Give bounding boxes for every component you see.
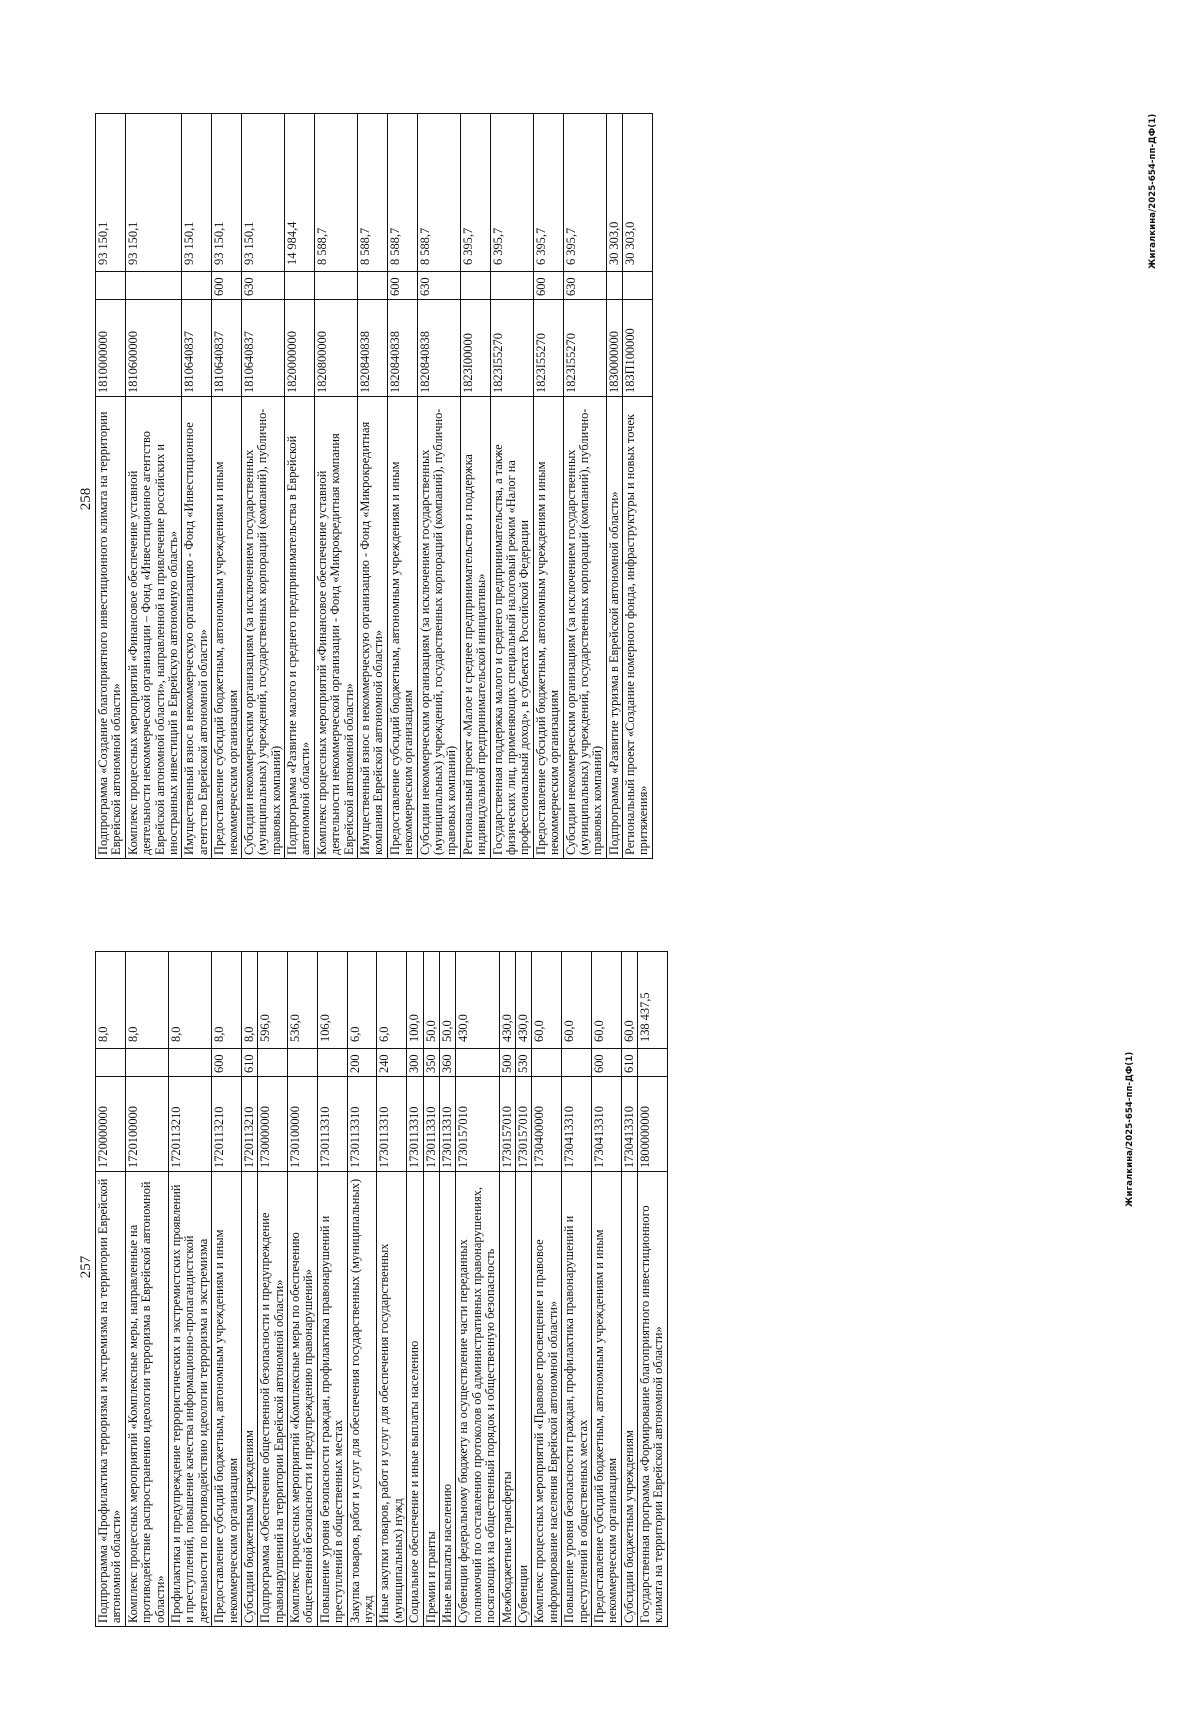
row-name-cell: Подпрограмма «Создание благоприятного инвестиционного климата на территории Еврейской автономной области» xyxy=(96,397,126,859)
table-row xyxy=(499,952,515,1627)
row-amount-cell: 106,0 xyxy=(317,952,347,1049)
document-page-257 xyxy=(0,857,1200,1627)
row-amount-cell: 93 150,1 xyxy=(125,114,182,272)
row-type-cell xyxy=(125,1049,168,1077)
row-code-cell: 1820800000 xyxy=(314,300,357,397)
row-amount-cell: 536,0 xyxy=(288,952,318,1049)
table-row xyxy=(96,114,126,859)
row-name-cell: Иные выплаты населению xyxy=(439,1172,455,1627)
table-row xyxy=(490,114,533,859)
row-name-cell: Субсидии некоммерческим организациям (за исключением государственных (муниципальных) учреждений, государственных корпораций (компаний), публично-правовых компаний) xyxy=(417,397,460,859)
row-code-cell: 1730113310 xyxy=(317,1077,347,1172)
row-type-cell xyxy=(317,1049,347,1077)
table-row xyxy=(638,952,668,1627)
row-code-cell: 183П100000 xyxy=(623,300,653,397)
row-type-cell: 350 xyxy=(423,1049,439,1077)
table-row xyxy=(212,952,242,1627)
row-amount-cell: 6 395,7 xyxy=(490,114,533,272)
table-row xyxy=(562,952,592,1627)
row-name-cell: Комплекс процессных мероприятий «Комплексные меры, направленные на противодействие распространению идеологии терроризма в Еврейской автономной области» xyxy=(125,1172,168,1627)
row-name-cell: Предоставление субсидий бюджетным, автономным учреждениям и иным некоммерческим организациям xyxy=(387,397,417,859)
table-row xyxy=(532,952,562,1627)
row-code-cell: 1810640837 xyxy=(182,300,212,397)
table-row xyxy=(515,952,531,1627)
row-amount-cell: 14 984,4 xyxy=(285,114,315,272)
row-name-cell: Субсидии бюджетным учреждениям xyxy=(621,1172,637,1627)
row-type-cell xyxy=(182,272,212,300)
row-amount-cell: 430,0 xyxy=(515,952,531,1049)
row-name-cell: Региональный проект «Создание номерного фонда, инфраструктуры и новых точек притяжения» xyxy=(623,397,653,859)
row-name-cell: Предоставление субсидий бюджетным, автономным учреждениям и иным некоммерческим организациям xyxy=(212,1172,242,1627)
table-row xyxy=(563,114,606,859)
row-amount-cell: 100,0 xyxy=(407,952,423,1049)
row-type-cell: 300 xyxy=(407,1049,423,1077)
row-amount-cell: 8,0 xyxy=(212,952,242,1049)
row-amount-cell: 93 150,1 xyxy=(96,114,126,272)
row-type-cell: 500 xyxy=(499,1049,515,1077)
row-code-cell: 1730113310 xyxy=(377,1077,407,1172)
row-amount-cell: 8,0 xyxy=(96,952,126,1049)
page-number: 257 xyxy=(78,1255,94,1279)
row-code-cell: 1810000000 xyxy=(96,300,126,397)
row-name-cell: Комплекс процессных мероприятий «Финансовое обеспечение уставной деятельности некоммерческой организации - Фонд «Микрокредитная компания Еврейской автономной области» xyxy=(314,397,357,859)
row-name-cell: Имущественный взнос в некоммерческую организацию - Фонд «Инвестиционное агентство Еврейской автономной области» xyxy=(182,397,212,859)
row-amount-cell: 30 303,0 xyxy=(623,114,653,272)
table-row xyxy=(358,114,388,859)
row-name-cell: Повышение уровня безопасности граждан, профилактика правонарушений и преступлений в общественных местах xyxy=(562,1172,592,1627)
row-type-cell xyxy=(96,272,126,300)
row-name-cell: Субсидии некоммерческим организациям (за исключением государственных (муниципальных) учреждений, государственных корпораций (компаний), публично-правовых компаний) xyxy=(241,397,284,859)
row-name-cell: Социальное обеспечение и иные выплаты населению xyxy=(407,1172,423,1627)
row-code-cell: 1810640837 xyxy=(241,300,284,397)
row-name-cell: Государственная программа «Формирование благоприятного инвестиционного климата на территории Еврейской автономной области» xyxy=(638,1172,668,1627)
row-name-cell: Имущественный взнос в некоммерческую организацию - Фонд «Микрокредитная компания Еврейской автономной области» xyxy=(358,397,388,859)
budget-table xyxy=(95,113,653,859)
row-type-cell xyxy=(562,1049,592,1077)
row-amount-cell: 6,0 xyxy=(347,952,377,1049)
row-code-cell: 1823I55270 xyxy=(533,300,563,397)
row-code-cell: 1823I00000 xyxy=(460,300,490,397)
row-type-cell: 630 xyxy=(241,272,284,300)
row-amount-cell: 93 150,1 xyxy=(212,114,242,272)
row-name-cell: Подпрограмма «Развитие малого и среднего предпринимательства в Еврейской автономной области» xyxy=(285,397,315,859)
table-row xyxy=(407,952,423,1627)
table-row xyxy=(212,114,242,859)
table-row xyxy=(317,952,347,1627)
row-amount-cell: 93 150,1 xyxy=(241,114,284,272)
table-row xyxy=(125,114,182,859)
row-amount-cell: 8,0 xyxy=(125,952,168,1049)
row-type-cell: 600 xyxy=(591,1049,621,1077)
row-amount-cell: 430,0 xyxy=(499,952,515,1049)
row-type-cell: 600 xyxy=(212,1049,242,1077)
table-row xyxy=(288,952,318,1627)
row-name-cell: Подпрограмма «Развитие туризма в Еврейской автономной области» xyxy=(606,397,622,859)
row-name-cell: Субвенции xyxy=(515,1172,531,1627)
budget-table xyxy=(95,951,668,1627)
row-code-cell: 1800000000 xyxy=(638,1077,668,1172)
row-type-cell: 240 xyxy=(377,1049,407,1077)
row-name-cell: Подпрограмма «Профилактика терроризма и экстремизма на территории Еврейской автономной области» xyxy=(96,1172,126,1627)
row-type-cell xyxy=(606,272,622,300)
row-code-cell: 1820840838 xyxy=(417,300,460,397)
row-code-cell: 1730113310 xyxy=(347,1077,377,1172)
row-amount-cell: 8 588,7 xyxy=(417,114,460,272)
document-footer-mark: Жигалкина/2025-654-пп-ДФ(1) xyxy=(1148,113,1158,269)
row-code-cell: 1730413310 xyxy=(621,1077,637,1172)
row-code-cell: 1823I55270 xyxy=(563,300,606,397)
row-amount-cell: 430,0 xyxy=(456,952,499,1049)
table-row xyxy=(623,114,653,859)
row-code-cell: 1720000000 xyxy=(96,1077,126,1172)
table-row xyxy=(285,114,315,859)
table-row xyxy=(182,114,212,859)
row-code-cell: 1730113310 xyxy=(439,1077,455,1172)
table-row xyxy=(377,952,407,1627)
row-name-cell: Закупка товаров, работ и услуг для обеспечения государственных (муниципальных) нужд xyxy=(347,1172,377,1627)
row-code-cell: 1820840838 xyxy=(387,300,417,397)
row-type-cell: 600 xyxy=(387,272,417,300)
row-amount-cell: 30 303,0 xyxy=(606,114,622,272)
document-page-258 xyxy=(0,89,1200,859)
row-code-cell: 1720113210 xyxy=(241,1077,257,1172)
row-code-cell: 1730157010 xyxy=(515,1077,531,1172)
row-name-cell: Региональный проект «Малое и среднее предпринимательство и поддержка индивидуальной предпринимательской инициативы» xyxy=(460,397,490,859)
row-type-cell: 630 xyxy=(417,272,460,300)
row-name-cell: Государственная поддержка малого и среднего предпринимательства, а также физических лиц, применяющих специальный налоговый режим «Налог на профессиональный доход», в субъектах Российской Федерации xyxy=(490,397,533,859)
row-type-cell xyxy=(456,1049,499,1077)
row-name-cell: Предоставление субсидий бюджетным, автономным учреждениям и иным некоммерческим организациям xyxy=(591,1172,621,1627)
row-code-cell: 1730000000 xyxy=(258,1077,288,1172)
table-row xyxy=(606,114,622,859)
row-type-cell xyxy=(96,1049,126,1077)
row-type-cell: 530 xyxy=(515,1049,531,1077)
row-amount-cell: 8 588,7 xyxy=(387,114,417,272)
row-type-cell xyxy=(285,272,315,300)
row-amount-cell: 60,0 xyxy=(591,952,621,1049)
table-row xyxy=(387,114,417,859)
row-code-cell: 1730157010 xyxy=(499,1077,515,1172)
row-code-cell: 1730100000 xyxy=(288,1077,318,1172)
table-row xyxy=(533,114,563,859)
row-amount-cell: 596,0 xyxy=(258,952,288,1049)
document-footer-mark: Жигалкина/2025-654-пп-ДФ(1) xyxy=(1125,1051,1135,1207)
row-amount-cell: 93 150,1 xyxy=(182,114,212,272)
budget-table-body xyxy=(96,952,668,1627)
row-amount-cell: 8 588,7 xyxy=(358,114,388,272)
row-amount-cell: 6 395,7 xyxy=(563,114,606,272)
row-amount-cell: 60,0 xyxy=(532,952,562,1049)
table-row xyxy=(314,114,357,859)
table-row xyxy=(456,952,499,1627)
row-type-cell xyxy=(460,272,490,300)
row-type-cell xyxy=(258,1049,288,1077)
row-type-cell: 600 xyxy=(212,272,242,300)
row-code-cell: 1820000000 xyxy=(285,300,315,397)
table-row xyxy=(460,114,490,859)
row-amount-cell: 6 395,7 xyxy=(460,114,490,272)
row-name-cell: Предоставление субсидий бюджетным, автономным учреждениям и иным некоммерческим организациям xyxy=(533,397,563,859)
row-code-cell: 1730413310 xyxy=(562,1077,592,1172)
row-amount-cell: 8 588,7 xyxy=(314,114,357,272)
table-row xyxy=(591,952,621,1627)
row-type-cell xyxy=(532,1049,562,1077)
table-row xyxy=(241,952,257,1627)
row-name-cell: Субсидии некоммерческим организациям (за исключением государственных (муниципальных) учреждений, государственных корпораций (компаний), публично-правовых компаний) xyxy=(563,397,606,859)
row-type-cell: 360 xyxy=(439,1049,455,1077)
row-type-cell xyxy=(125,272,182,300)
row-amount-cell: 50,0 xyxy=(439,952,455,1049)
row-code-cell: 1830000000 xyxy=(606,300,622,397)
table-row xyxy=(423,952,439,1627)
row-code-cell: 1730157010 xyxy=(456,1077,499,1172)
table-row xyxy=(96,952,126,1627)
row-name-cell: Премии и гранты xyxy=(423,1172,439,1627)
row-type-cell xyxy=(168,1049,211,1077)
row-amount-cell: 8,0 xyxy=(168,952,211,1049)
row-code-cell: 1720113210 xyxy=(168,1077,211,1172)
row-name-cell: Субвенции федеральному бюджету на осуществление части переданных полномочий по составлению протоколов об административных правонарушениях, посягающих на общественный порядок и общественную безопасность xyxy=(456,1172,499,1627)
row-amount-cell: 6,0 xyxy=(377,952,407,1049)
row-type-cell: 630 xyxy=(563,272,606,300)
row-amount-cell: 6 395,7 xyxy=(533,114,563,272)
row-code-cell: 1810640837 xyxy=(212,300,242,397)
budget-table-body xyxy=(96,114,653,859)
page-number: 258 xyxy=(78,487,94,511)
row-name-cell: Комплекс процессных мероприятий «Правовое просвещение и правовое информирование населения Еврейской автономной области» xyxy=(532,1172,562,1627)
row-amount-cell: 138 437,5 xyxy=(638,952,668,1049)
row-name-cell: Предоставление субсидий бюджетным, автономным учреждениям и иным некоммерческим организациям xyxy=(212,397,242,859)
row-type-cell xyxy=(288,1049,318,1077)
row-name-cell: Комплекс процессных мероприятий «Финансовое обеспечение уставной деятельности некоммерческой организации – Фонд «Инвестиционное агентство Еврейской автономной области», направленной на привлечение российских и иностранных инвестиций в Еврейскую автономную область» xyxy=(125,397,182,859)
table-row xyxy=(347,952,377,1627)
row-amount-cell: 8,0 xyxy=(241,952,257,1049)
row-code-cell: 1730113310 xyxy=(423,1077,439,1172)
row-code-cell: 1810600000 xyxy=(125,300,182,397)
row-name-cell: Профилактика и предупреждение террористических и экстремистских проявлений и преступлений, повышение качества информационно-пропагандистской деятельности по противодействию идеологии терроризма и экстремизма xyxy=(168,1172,211,1627)
row-type-cell xyxy=(638,1049,668,1077)
row-amount-cell: 60,0 xyxy=(621,952,637,1049)
row-name-cell: Субсидии бюджетным учреждениям xyxy=(241,1172,257,1627)
row-name-cell: Подпрограмма «Обеспечение общественной безопасности и предупреждение правонарушений на территории Еврейской автономной области» xyxy=(258,1172,288,1627)
table-row xyxy=(125,952,168,1627)
row-name-cell: Комплекс процессных мероприятий «Комплексные меры по обеспечению общественной безопасности и предупреждению правонарушений» xyxy=(288,1172,318,1627)
row-amount-cell: 60,0 xyxy=(562,952,592,1049)
row-type-cell: 600 xyxy=(533,272,563,300)
row-code-cell: 1720113210 xyxy=(212,1077,242,1172)
row-code-cell: 1820840838 xyxy=(358,300,388,397)
row-type-cell xyxy=(490,272,533,300)
row-name-cell: Повышение уровня безопасности граждан, профилактика правонарушений и преступлений в общественных местах xyxy=(317,1172,347,1627)
row-type-cell: 610 xyxy=(621,1049,637,1077)
table-row xyxy=(168,952,211,1627)
table-row xyxy=(439,952,455,1627)
row-amount-cell: 50,0 xyxy=(423,952,439,1049)
row-type-cell xyxy=(358,272,388,300)
table-row xyxy=(417,114,460,859)
row-type-cell: 200 xyxy=(347,1049,377,1077)
row-code-cell: 1730413310 xyxy=(591,1077,621,1172)
table-row xyxy=(258,952,288,1627)
row-code-cell: 1720100000 xyxy=(125,1077,168,1172)
row-code-cell: 1823I55270 xyxy=(490,300,533,397)
row-code-cell: 1730113310 xyxy=(407,1077,423,1172)
row-type-cell xyxy=(314,272,357,300)
row-name-cell: Иные закупки товаров, работ и услуг для обеспечения государственных (муниципальных) нужд xyxy=(377,1172,407,1627)
table-row xyxy=(621,952,637,1627)
table-row xyxy=(241,114,284,859)
row-name-cell: Межбюджетные трансферты xyxy=(499,1172,515,1627)
row-type-cell: 610 xyxy=(241,1049,257,1077)
row-code-cell: 1730400000 xyxy=(532,1077,562,1172)
row-type-cell xyxy=(623,272,653,300)
